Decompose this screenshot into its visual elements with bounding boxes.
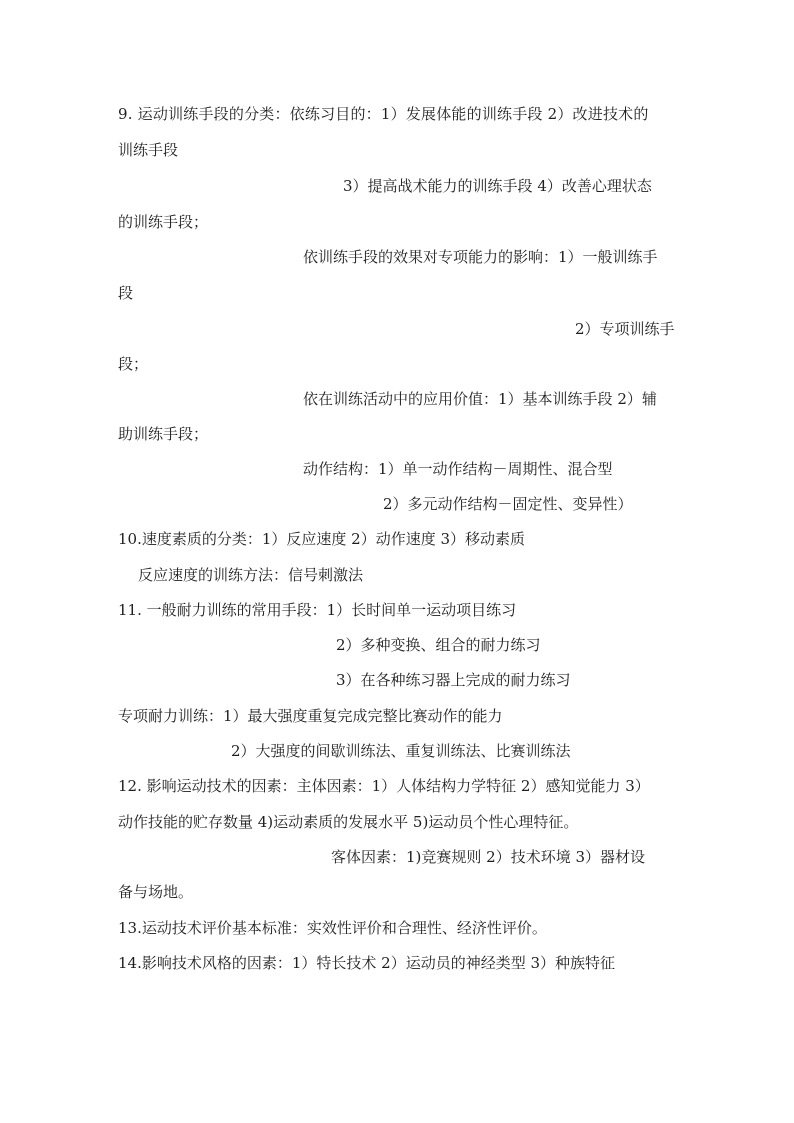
text-line: 3）提高战术能力的训练手段 4）改善心理状态	[343, 177, 652, 195]
text-line: 2）多元动作结构－固定性、变异性）	[383, 495, 633, 513]
text-line: 助训练手段；	[118, 425, 209, 443]
text-line: 专项耐力训练：1）最大强度重复完成完整比赛动作的能力	[118, 707, 503, 725]
text-line-12-heading: 12. 影响运动技术的因素：主体因素：1）人体结构力学特征 2）感知觉能力 3）	[118, 777, 650, 795]
text-line: 的训练手段；	[118, 213, 209, 231]
text-line: 反应速度的训练方法：信号刺激法	[138, 566, 364, 584]
text-line: 3）在各种练习器上完成的耐力练习	[336, 671, 571, 689]
text-line-14-heading: 14.影响技术风格的因素：1）特长技术 2）运动员的神经类型 3）种族特征	[118, 954, 616, 972]
text-line: 段；	[118, 355, 149, 373]
text-line: 依在训练活动中的应用价值：1）基本训练手段 2）辅	[303, 390, 657, 408]
text-line: 段	[118, 284, 134, 302]
text-line: 客体因素：1)竞赛规则 2）技术环境 3）器材设	[331, 848, 646, 866]
text-line-9-heading: 9. 运动训练手段的分类：依练习目的：1）发展体能的训练手段 2）改进技术的	[118, 105, 649, 123]
text-line: 2）专项训练手	[575, 320, 675, 338]
text-line: 备与场地。	[118, 883, 194, 901]
text-line: 依训练手段的效果对专项能力的影响：1）一般训练手	[303, 248, 658, 266]
text-line: 2）大强度的间歇训练法、重复训练法、比赛训练法	[231, 742, 571, 760]
text-line-11-heading: 11. 一般耐力训练的常用手段：1）长时间单一运动项目练习	[118, 601, 517, 619]
text-line: 2）多种变换、组合的耐力练习	[336, 636, 541, 654]
text-line: 动作技能的贮存数量 4)运动素质的发展水平 5)运动员个性心理特征。	[118, 813, 579, 831]
text-line: 训练手段	[118, 141, 179, 159]
text-line: 动作结构：1）单一动作结构－周期性、混合型	[303, 460, 613, 478]
text-line-13-heading: 13.运动技术评价基本标准：实效性评价和合理性、经济性评价。	[118, 919, 547, 937]
text-line-10-heading: 10.速度素质的分类：1）反应速度 2）动作速度 3）移动素质	[118, 530, 526, 548]
